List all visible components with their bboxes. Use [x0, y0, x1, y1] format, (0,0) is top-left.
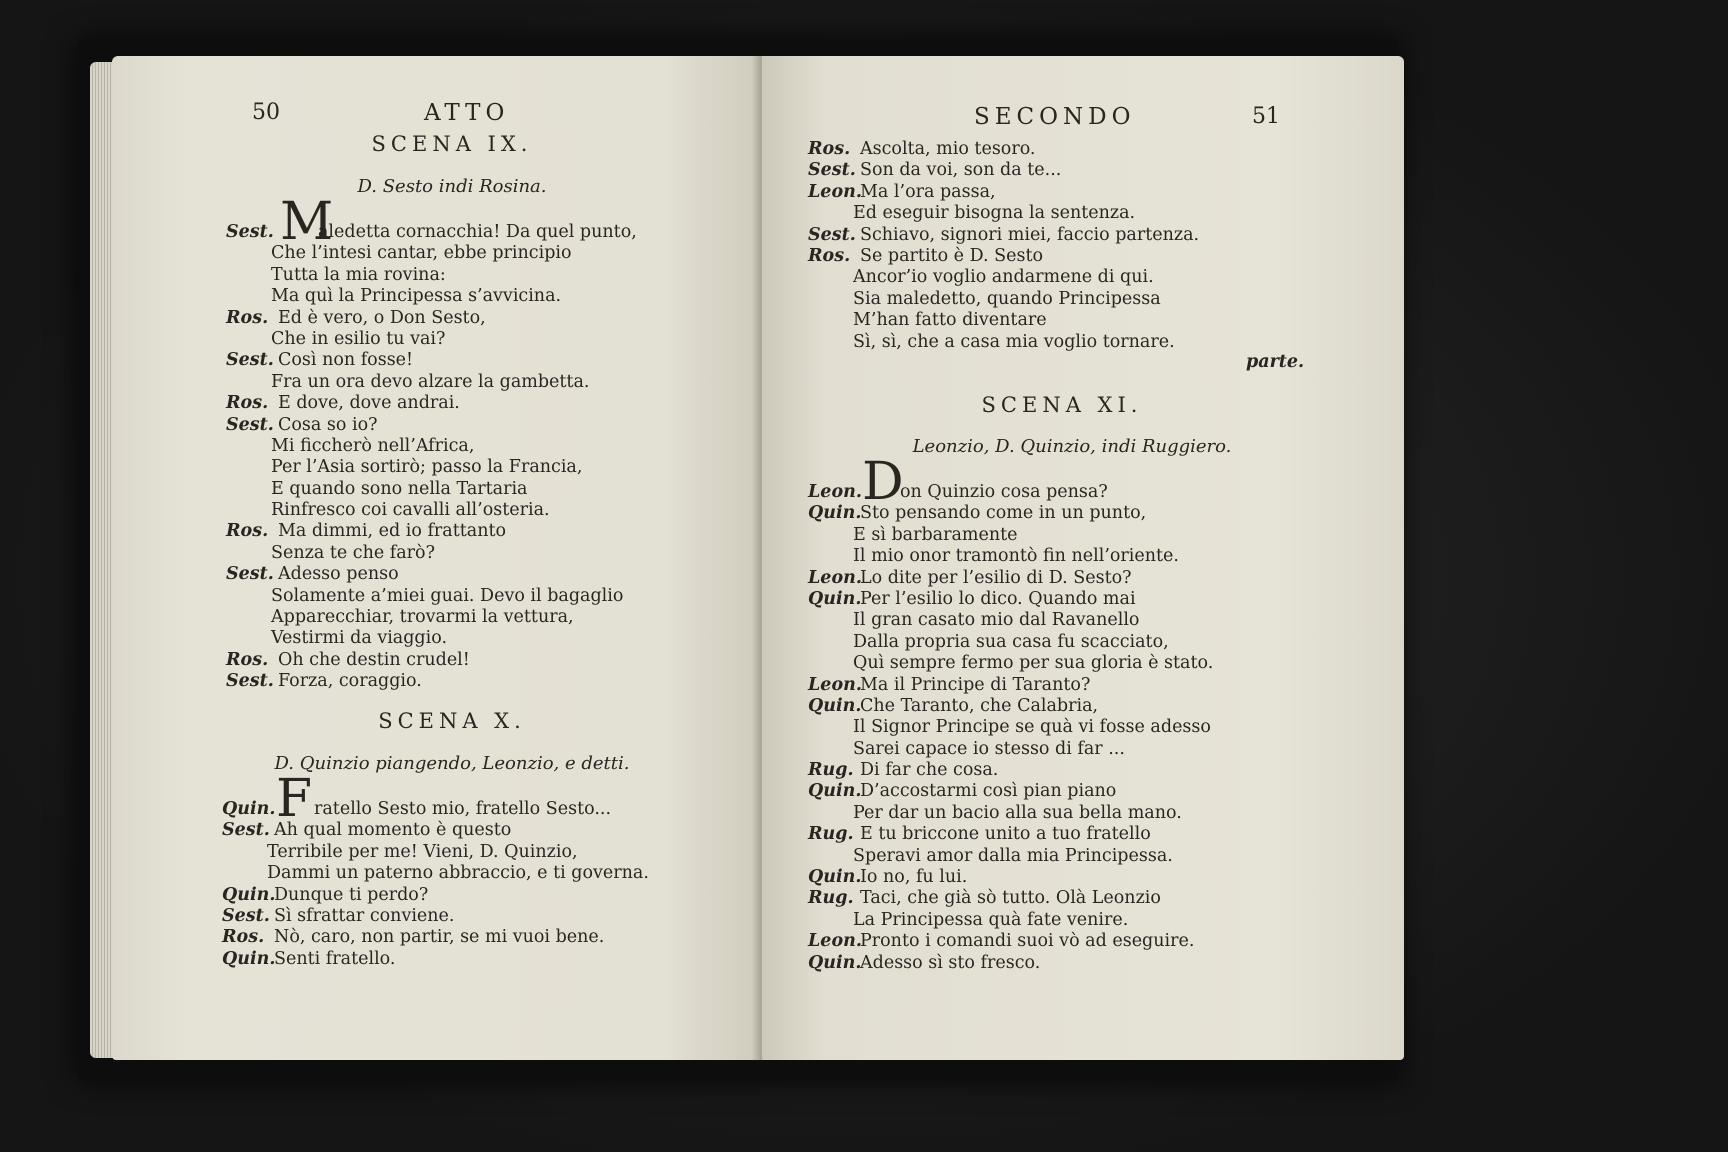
dialogue-text: Quì sempre fermo per sua gloria è stato. [853, 653, 1214, 674]
dialogue-text: E tu briccone unito a tuo fratello [860, 824, 1151, 845]
dialogue-line [808, 846, 1213, 867]
dialogue-line [808, 452, 1213, 512]
speaker-name: Quin. [808, 695, 862, 716]
speaker-name: Quin. [808, 503, 862, 524]
dialogue-text: Tutta la mia rovina: [271, 264, 446, 285]
dialogue-text: Ed è vero, o Don Sesto, [278, 307, 486, 328]
page-number: 51 [1252, 104, 1280, 129]
dialogue-line [226, 286, 637, 307]
speaker-name: Ros. [808, 245, 851, 266]
dialogue-line [226, 192, 637, 252]
dialogue-text: Sì, sì, che a casa mia voglio tornare. [853, 331, 1175, 352]
dialogue-text: Lo dite per l’esilio di D. Sesto? [860, 567, 1132, 588]
dialogue-line [226, 543, 637, 564]
dialogue-text: Nò, caro, non partir, se mi vuoi bene. [274, 927, 605, 948]
speaker-name: Quin. [808, 867, 862, 888]
dialogue-text: Per l’esilio lo dico. Quando mai [860, 588, 1136, 609]
dialogue-line [808, 203, 1199, 224]
dialogue-text: Senza te che farò? [271, 542, 435, 563]
dialogue-text: Dalla propria sua casa fu scacciato, [853, 631, 1169, 652]
dialogue-text: Il Signor Principe se quà vi fosse adesso [853, 717, 1211, 738]
dialogue-line [226, 393, 637, 414]
dialogue-line [226, 564, 637, 585]
speaker-name: Sest. [222, 905, 270, 926]
dialogue-line [226, 350, 637, 371]
dialogue-text: Mi ficcherò nell’Africa, [271, 435, 475, 456]
dialogue-line [808, 225, 1199, 246]
scene-characters: Leonzio, D. Quinzio, indi Ruggiero. [912, 436, 1232, 457]
dialogue-line [808, 888, 1213, 909]
speaker-name: Sest. [222, 820, 270, 841]
dialogue-text: Che in esilio tu vai? [271, 328, 446, 349]
dialogue-line [226, 415, 637, 436]
speaker-name: Leon. [808, 181, 862, 202]
speaker-name: Ros. [226, 521, 269, 542]
dialogue-text: Di far che cosa. [860, 760, 999, 781]
dialogue-line [226, 671, 637, 692]
dialogue-text: Dammi un paterno abbraccio, e ti governa. [267, 863, 649, 884]
dialogue-block [808, 452, 1214, 974]
dialogue-line [222, 820, 649, 841]
dialogue-line [222, 885, 649, 906]
dialogue-line [222, 769, 649, 829]
dialogue-line [226, 586, 637, 607]
dialogue-text: Oh che destin crudel! [278, 649, 470, 670]
speaker-name: Sest. [226, 564, 274, 585]
speaker-name: Rug. [808, 760, 854, 781]
dialogue-line [808, 675, 1213, 696]
dialogue-line [808, 267, 1199, 288]
dialogue-text: Fra un ora devo alzare la gambetta. [271, 371, 590, 392]
drop-cap: D [862, 452, 904, 512]
dialogue-line [222, 927, 649, 948]
dialogue-line [226, 329, 637, 350]
speaker-name: Ros. [222, 927, 265, 948]
dialogue-line [808, 546, 1213, 567]
dialogue-text: Il mio onor tramontò fin nell’oriente. [853, 546, 1179, 567]
dialogue-text: Per dar un bacio alla sua bella mano. [853, 802, 1182, 823]
running-head: SECONDO [974, 104, 1136, 130]
dialogue-line [808, 910, 1213, 931]
dialogue-line [808, 632, 1213, 653]
dialogue-line [808, 568, 1213, 589]
dialogue-line [226, 607, 637, 628]
dialogue-line [226, 457, 637, 478]
dialogue-text: Son da voi, son da te... [860, 160, 1062, 181]
dialogue-text: Sia maledetto, quando Principessa [853, 288, 1161, 309]
dialogue-text: Ma l’ora passa, [860, 181, 996, 202]
dialogue-line [222, 863, 649, 884]
speaker-name: Leon. [808, 482, 862, 502]
dialogue-text: Per l’Asia sortirò; passo la Francia, [271, 457, 583, 478]
dialogue-text: Sarei capace io stesso di far ... [853, 738, 1125, 759]
drop-cap: F [276, 769, 313, 829]
scene-title: SCENA XI. [981, 393, 1143, 417]
dialogue-block [226, 192, 637, 693]
speaker-name: Quin. [222, 884, 276, 905]
dialogue-line [808, 760, 1213, 781]
dialogue-line [808, 289, 1199, 310]
dialogue-line [808, 717, 1213, 738]
dialogue-line [808, 160, 1199, 181]
dialogue-text: D’accostarmi così pian piano [860, 781, 1117, 802]
dialogue-text: Pronto i comandi suoi vò ad eseguire. [860, 931, 1195, 952]
speaker-name: Leon. [808, 931, 862, 952]
dialogue-text: E quando sono nella Tartaria [271, 478, 528, 499]
dialogue-line [808, 739, 1213, 760]
dialogue-text: Che Taranto, che Calabria, [860, 695, 1099, 716]
dialogue-line [808, 931, 1213, 952]
speaker-name: Rug. [808, 824, 854, 845]
dialogue-text: E dove, dove andrai. [278, 393, 460, 414]
dialogue-line [808, 525, 1213, 546]
speaker-name: Quin. [222, 799, 276, 819]
dialogue-line [808, 139, 1199, 160]
dialogue-text: Forza, coraggio. [278, 671, 422, 692]
left-page [112, 56, 760, 1060]
dialogue-line [808, 653, 1213, 674]
dialogue-text: on Quinzio cosa pensa? [900, 482, 1108, 502]
dialogue-line [226, 628, 637, 649]
speaker-name: Sest. [808, 160, 856, 181]
dialogue-line [808, 589, 1213, 610]
speaker-name: Sest. [808, 224, 856, 245]
dialogue-line [226, 479, 637, 500]
dialogue-text: La Principessa quà fate venire. [853, 909, 1129, 930]
dialogue-text: E sì barbaramente [853, 524, 1018, 545]
dialogue-line [808, 246, 1199, 267]
dialogue-text: Adesso penso [278, 564, 399, 585]
dialogue-line [808, 503, 1213, 524]
scene-characters: D. Quinzio piangendo, Leonzio, e detti. [274, 753, 630, 774]
stage-direction: parte. [1246, 352, 1305, 372]
speaker-name: Quin. [808, 952, 862, 973]
dialogue-line [226, 265, 637, 286]
dialogue-text: Ah qual momento è questo [274, 820, 512, 841]
right-page [762, 56, 1404, 1060]
dialogue-text: ratello Sesto mio, fratello Sesto... [314, 799, 612, 819]
dialogue-text: Se partito è D. Sesto [860, 245, 1044, 266]
dialogue-text: Speravi amor dalla mia Principessa. [853, 845, 1173, 866]
dialogue-block [222, 769, 649, 970]
dialogue-text: Terribile per me! Vieni, D. Quinzio, [267, 841, 578, 862]
speaker-name: Quin. [222, 948, 276, 969]
dialogue-line [808, 781, 1213, 802]
speaker-name: Ros. [226, 649, 269, 670]
dialogue-text: Che l’intesi cantar, ebbe principio [271, 243, 572, 264]
speaker-name: Leon. [808, 567, 862, 588]
dialogue-text: Io no, fu lui. [860, 867, 968, 888]
speaker-name: Sest. [226, 414, 274, 435]
dialogue-block [808, 139, 1199, 353]
dialogue-text: Solamente a’miei guai. Devo il bagaglio [271, 585, 624, 606]
drop-cap: M [280, 192, 334, 252]
dialogue-text: Sì sfrattar conviene. [274, 905, 455, 926]
dialogue-text: Schiavo, signori miei, faccio partenza. [860, 224, 1200, 245]
dialogue-line [222, 906, 649, 927]
dialogue-line [808, 332, 1199, 353]
dialogue-text: Ancor’io voglio andarmene di qui. [853, 267, 1154, 288]
dialogue-text: Così non fosse! [278, 350, 414, 371]
dialogue-line [226, 436, 637, 457]
dialogue-text: Ma dimmi, ed io frattanto [278, 521, 507, 542]
dialogue-text: Apparecchiar, trovarmi la vettura, [271, 607, 574, 628]
speaker-name: Quin. [808, 588, 862, 609]
speaker-name: Leon. [808, 674, 862, 695]
dialogue-line [808, 803, 1213, 824]
speaker-name: Sest. [226, 350, 274, 371]
page-number: 50 [252, 100, 280, 125]
speaker-name: Ros. [226, 307, 269, 328]
speaker-name: Rug. [808, 888, 854, 909]
dialogue-line [808, 610, 1213, 631]
speaker-name: Quin. [808, 781, 862, 802]
dialogue-line [808, 310, 1199, 331]
dialogue-line [808, 953, 1213, 974]
dialogue-text: Adesso sì sto fresco. [860, 952, 1041, 973]
dialogue-line [226, 521, 637, 542]
dialogue-line [226, 243, 637, 264]
dialogue-line [222, 842, 649, 863]
dialogue-text: Ma il Principe di Taranto? [860, 674, 1091, 695]
dialogue-text: Vestirmi da viaggio. [271, 628, 448, 649]
dialogue-text: Taci, che già sò tutto. Olà Leonzio [860, 888, 1161, 909]
dialogue-line [808, 867, 1213, 888]
scene-title: SCENA IX. [371, 132, 533, 156]
scene-characters: D. Sesto indi Rosina. [357, 176, 547, 197]
dialogue-line [222, 949, 649, 970]
speaker-name: Sest. [226, 222, 274, 242]
dialogue-line [808, 182, 1199, 203]
dialogue-line [808, 824, 1213, 845]
speaker-name: Ros. [226, 393, 269, 414]
dialogue-line [226, 308, 637, 329]
dialogue-text: Senti fratello. [274, 948, 396, 969]
dialogue-text: Dunque ti perdo? [274, 884, 429, 905]
dialogue-text: aledetta cornacchia! Da quel punto, [318, 222, 637, 242]
running-head: ATTO [424, 100, 510, 126]
dialogue-text: Il gran casato mio dal Ravanello [853, 610, 1140, 631]
speaker-name: Ros. [808, 139, 851, 159]
dialogue-text: Sto pensando come in un punto, [860, 503, 1147, 524]
dialogue-text: Ascolta, mio tesoro. [860, 139, 1036, 159]
speaker-name: Sest. [226, 671, 274, 692]
dialogue-text: Rinfresco coi cavalli all’osteria. [271, 500, 550, 521]
dialogue-text: Ed eseguir bisogna la sentenza. [853, 203, 1136, 224]
dialogue-line [226, 372, 637, 393]
dialogue-line [808, 696, 1213, 717]
dialogue-text: M’han fatto diventare [853, 310, 1047, 331]
scene-title: SCENA X. [378, 709, 526, 733]
dialogue-text: Cosa so io? [278, 414, 378, 435]
dialogue-text: Ma quì la Principessa s’avvicina. [271, 286, 562, 307]
dialogue-line [226, 650, 637, 671]
dialogue-line [226, 500, 637, 521]
